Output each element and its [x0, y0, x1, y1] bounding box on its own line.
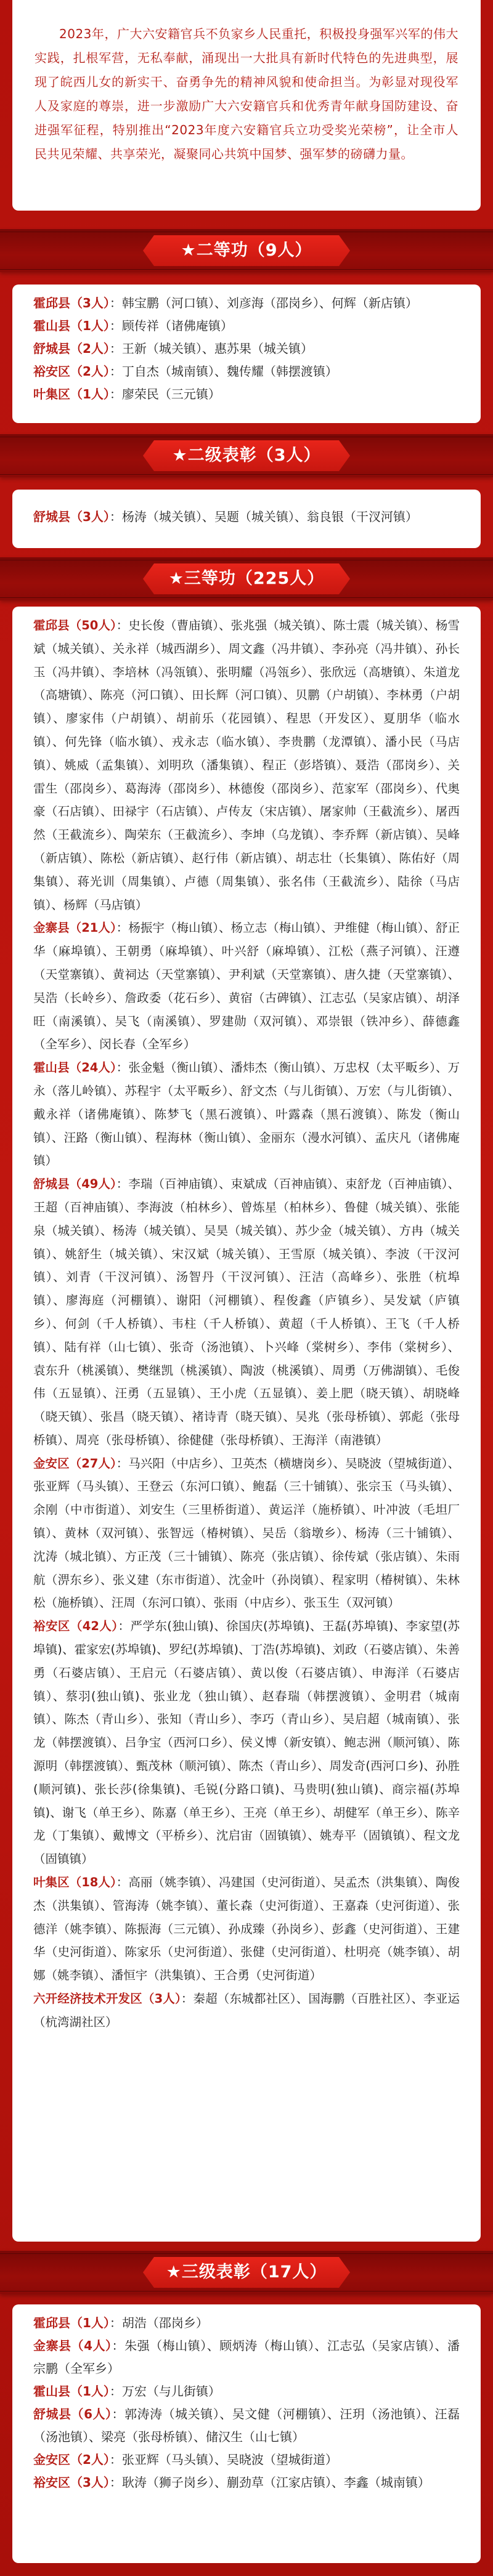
- list-item: 舒城县（49人）：李瑞（百神庙镇）、束斌成（百神庙镇）、束舒龙（百神庙镇）、王超（百神庙镇）、李海波（柏林乡）、曾炼星（柏林乡）、鲁健（城关镇）、张能泉（城关镇）、杨涛（城关镇）、吴昊（城关镇）、苏少金（城关镇）、方冉（城关镇）、姚舒生（城关镇）、宋汉斌（城关镇）、王雪原（城关镇）、李波（干汊河镇）、刘青（干汊河镇）、汤智丹（干汊河镇）、汪洁（高峰乡）、张胜（杭埠镇）、廖海庭（河棚镇）、谢阳（河棚镇）、程俊鑫（庐镇乡）、吴发斌（庐镇乡）、何剑（千人桥镇）、韦柱（千人桥镇）、黄超（千人桥镇）、王飞（千人桥镇）、陆有祥（山七镇）、张奇（汤池镇）、卜兴峰（棠树乡）、李伟（棠树乡）、袁东升（桃溪镇）、樊继凯（桃溪镇）、陶波（桃溪镇）、周勇（万佛湖镇）、毛俊伟（五显镇）、汪勇（五显镇）、王小虎（五显镇）、姜上肥（晓天镇）、胡晓峰（晓天镇）、张昌（晓天镇）、褚诗青（晓天镇）、吴兆（张母桥镇）、郭彪（张母桥镇）、周亮（张母桥镇）、徐健健（张母桥镇）、王海洋（南港镇）: [33, 1177, 460, 1447]
- county-label: 叶集区（1人）: [33, 387, 110, 402]
- names-list: 张金魁（衡山镇）、潘炜杰（衡山镇）、万忠权（太平畈乡）、万永（落儿岭镇）、苏程宇（太平畈乡）、舒文杰（与儿街镇）、万宏（与儿街镇）、戴永祥（诸佛庵镇）、陈梦飞（黑石渡镇）、叶露森（黑石渡镇）、陈发（衡山镇）、汪路（衡山镇）、程海林（衡山镇）、金丽东（漫水河镇）、孟庆凡（诸佛庵镇）: [33, 1060, 460, 1168]
- names-list: 廖荣民（三元镇）: [121, 387, 221, 402]
- names-list: 丁自杰（城南镇）、魏传耀（韩摆渡镇）: [121, 364, 338, 379]
- section-header-second-class-merit: [0, 229, 493, 272]
- section-card-second-class-commendation: [12, 490, 481, 548]
- county-label: 霍邱县（3人）: [33, 296, 110, 310]
- county-label: 舒城县（3人）: [33, 509, 110, 524]
- list-item: 叶集区（18人）：高丽（姚李镇）、冯建国（史河街道）、吴孟杰（洪集镇）、陶俊杰（洪集镇）、管海涛（姚李镇）、董长森（史河街道）、王嘉森（史河街道）、张德洋（姚李镇）、陈振海（三元镇）、孙成臻（孙岗乡）、彭鑫（史河街道）、王建华（史河街道）、陈家乐（史河街道）、张健（史河街道）、杜明亮（姚李镇）、胡娜（姚李镇）、潘恒宇（洪集镇）、王合勇（史河街道）: [33, 1875, 460, 1983]
- list-item: 舒城县（3人）：杨涛（城关镇）、吴题（城关镇）、翁良银（干汊河镇）: [33, 509, 418, 524]
- county-label: 裕安区（42人）: [33, 1619, 118, 1634]
- names-list: 李瑞（百神庙镇）、束斌成（百神庙镇）、束舒龙（百神庙镇）、王超（百神庙镇）、李海波（柏林乡）、曾炼星（柏林乡）、鲁健（城关镇）、张能泉（城关镇）、杨涛（城关镇）、吴昊（城关镇）、苏少金（城关镇）、方冉（城关镇）、姚舒生（城关镇）、宋汉斌（城关镇）、王雪原（城关镇）、李波（干汊河镇）、刘青（干汊河镇）、汤智丹（干汊河镇）、汪洁（高峰乡）、张胜（杭埠镇）、廖海庭（河棚镇）、谢阳（河棚镇）、程俊鑫（庐镇乡）、吴发斌（庐镇乡）、何剑（千人桥镇）、韦柱（千人桥镇）、黄超（千人桥镇）、王飞（千人桥镇）、陆有祥（山七镇）、张奇（汤池镇）、卜兴峰（棠树乡）、李伟（棠树乡）、袁东升（桃溪镇）、樊继凯（桃溪镇）、陶波（桃溪镇）、周勇（万佛湖镇）、毛俊伟（五显镇）、汪勇（五显镇）、王小虎（五显镇）、姜上肥（晓天镇）、胡晓峰（晓天镇）、张昌（晓天镇）、褚诗青（晓天镇）、吴兆（张母桥镇）、郭彪（张母桥镇）、周亮（张母桥镇）、徐健健（张母桥镇）、王海洋（南港镇）: [33, 1177, 460, 1447]
- county-label: 霍山县（24人）: [33, 1060, 116, 1075]
- names-list: 马兴阳（中店乡）、卫英杰（横塘岗乡）、吴晓波（望城街道）、张亚辉（马头镇）、王登云（东河口镇）、鲍磊（三十铺镇）、张宗玉（马头镇）、余刚（中市街道）、刘安生（三里桥街道）、黄运洋（施桥镇）、叶冲波（毛坦厂镇）、黄林（双河镇）、张智远（椿树镇）、吴岳（翁墩乡）、杨涛（三十铺镇）、沈涛（城北镇）、方正茂（三十铺镇）、陈亮（张店镇）、徐传斌（张店镇）、朱雨航（淠东乡）、张义建（东市街道）、沈金叶（孙岗镇）、程家明（椿树镇）、朱林松（施桥镇）、汪周（东河口镇）、张雨（中店乡）、张玉生（双河镇）: [33, 1456, 460, 1610]
- names-list: 高丽（姚李镇）、冯建国（史河街道）、吴孟杰（洪集镇）、陶俊杰（洪集镇）、管海涛（姚李镇）、董长森（史河街道）、王嘉森（史河街道）、张德洋（姚李镇）、陈振海（三元镇）、孙成臻（孙岗乡）、彭鑫（史河街道）、王建华（史河街道）、陈家乐（史河街道）、张健（史河街道）、杜明亮（姚李镇）、胡娜（姚李镇）、潘恒宇（洪集镇）、王合勇（史河街道）: [33, 1875, 460, 1983]
- list-item: 裕安区（3人）：耿涛（狮子岗乡）、蒯劲草（江家店镇）、李鑫（城南镇）: [33, 2475, 430, 2490]
- list-item: 金安区（2人）：张亚辉（马头镇）、吴晓波（望城街道）: [33, 2452, 338, 2467]
- names-list: 史长俊（曹庙镇）、张兆强（城关镇）、陈士震（城关镇）、杨雪斌（城关镇）、关永祥（城西湖乡）、周文鑫（冯井镇）、李孙亮（冯井镇）、孙长玉（冯井镇）、李培林（冯瓴镇）、张明耀（冯瓴乡）、张欣远（高塘镇）、朱道龙（高塘镇）、陈亮（河口镇）、田长辉（河口镇）、贝鹏（户胡镇）、李林勇（户胡镇）、廖家伟（户胡镇）、胡前乐（花园镇）、程思（开发区）、夏朋华（临水镇）、何先锋（临水镇）、戎永志（临水镇）、李贵鹏（龙潭镇）、潘小民（马店镇）、姚威（孟集镇）、刘明玖（潘集镇）、程正（彭塔镇）、聂浩（邵岗乡）、关雷生（邵岗乡）、葛海涛（邵岗乡）、林德俊（邵岗乡）、范家军（邵岗乡）、代奥豪（石店镇）、田禄宇（石店镇）、卢传友（宋店镇）、屠家帅（王截流乡）、屠西然（王截流乡）、陶荣东（王截流乡）、李坤（乌龙镇）、李乔辉（新店镇）、吴峰（新店镇）、陈松（新店镇）、赵行伟（新店镇）、胡志壮（长集镇）、陈佑好（周集镇）、蒋光训（周集镇）、卢德（周集镇）、张名伟（王截流乡）、陆徐（马店镇）、杨辉（马店镇）: [33, 618, 460, 912]
- list-item: 六开经济技术开发区（3人）：秦超（东城都社区）、国海鹏（百胜社区）、李亚运（杭湾湖社区）: [33, 1992, 460, 2029]
- list-item: 霍邱县（50人）：史长俊（曹庙镇）、张兆强（城关镇）、陈士震（城关镇）、杨雪斌（城关镇）、关永祥（城西湖乡）、周文鑫（冯井镇）、李孙亮（冯井镇）、孙长玉（冯井镇）、李培林（冯瓴镇）、张明耀（冯瓴乡）、张欣远（高塘镇）、朱道龙（高塘镇）、陈亮（河口镇）、田长辉（河口镇）、贝鹏（户胡镇）、李林勇（户胡镇）、廖家伟（户胡镇）、胡前乐（花园镇）、程思（开发区）、夏朋华（临水镇）、何先锋（临水镇）、戎永志（临水镇）、李贵鹏（龙潭镇）、潘小民（马店镇）、姚威（孟集镇）、刘明玖（潘集镇）、程正（彭塔镇）、聂浩（邵岗乡）、关雷生（邵岗乡）、葛海涛（邵岗乡）、林德俊（邵岗乡）、范家军（邵岗乡）、代奥豪（石店镇）、田禄宇（石店镇）、卢传友（宋店镇）、屠家帅（王截流乡）、屠西然（王截流乡）、陶荣东（王截流乡）、李坤（乌龙镇）、李乔辉（新店镇）、吴峰（新店镇）、陈松（新店镇）、赵行伟（新店镇）、胡志壮（长集镇）、陈佑好（周集镇）、蒋光训（周集镇）、卢德（周集镇）、张名伟（王截流乡）、陆徐（马店镇）、杨辉（马店镇）: [33, 618, 460, 912]
- county-label: 金寨县（21人）: [33, 921, 116, 935]
- section-header-second-class-commendation: [0, 434, 493, 477]
- county-label: 裕安区（2人）: [33, 364, 110, 379]
- names-list: 严学东(独山镇)、徐国庆(苏埠镇)、王磊(苏埠镇)、李家望(苏埠镇)、霍家宏(苏埠镇)、罗纪(苏埠镇)、丁浩(苏埠镇)、刘政（石婆店镇）、朱善勇（石婆店镇）、王启元（石婆店镇）、黄以俊（石婆店镇）、申海洋（石婆店镇）、蔡羽(独山镇)、张业龙（独山镇）、赵春瑞（韩摆渡镇）、金明君（城南镇）、陈杰（青山乡）、张知（青山乡）、李巧（青山乡）、吴启超（城南镇）、张龙（韩摆渡镇）、吕争宝（西河口乡）、侯义博（新安镇）、鲍志洲（顺河镇）、陈源明（韩摆渡镇）、甄茂林（顺河镇）、陈杰（青山乡）、周发奇(西河口乡)、孙胜(顺河镇)、张长莎(徐集镇)、毛锐(分路口镇)、马贵明(独山镇)、商宗福(苏埠镇)、谢飞（单王乡）、陈嘉（单王乡）、王亮（单王乡）、胡健军（单王乡）、陈辛龙（丁集镇）、戴博文（平桥乡）、沈启宙（固镇镇）、姚寿平（固镇镇）、程文龙（固镇镇）: [33, 1619, 460, 1867]
- section-card-second-class-merit: [12, 285, 481, 423]
- intro-paragraph: 2023年，广大六安籍官兵不负家乡人民重托，积极投身强军兴军的伟大实践，扎根军营，无私奉献，涌现出一大批具有新时代特色的先进典型，展现了皖西儿女的新实干、奋勇争先的精神风貌和使命担当。为彰显对现役军人及家庭的尊崇，进一步激励广大六安籍官兵和优秀青年献身国防建设、奋进强军征程，特别推出“2023年度六安籍官兵立功受奖光荣榜”，让全市人民共见荣耀、共享荣光，凝聚同心共筑中国梦、强军梦的磅礴力量。: [35, 26, 458, 161]
- names-list: 郭涛涛（城关镇）、吴文健（河棚镇）、汪玥（汤池镇）、汪磊（汤池镇）、梁亮（张母桥镇）、储汉生（山七镇）: [33, 2407, 460, 2444]
- section-title: ★二级表彰（3人）: [172, 446, 321, 465]
- section-title: ★三级表彰（17人）: [166, 2263, 327, 2282]
- names-list: 顾传祥（诸佛庵镇）: [121, 318, 233, 333]
- county-label: 霍山县（1人）: [33, 2384, 110, 2399]
- names-list: 朱强（梅山镇）、顾炳涛（梅山镇）、江志弘（吴家店镇）、潘宗鹏（全军乡）: [33, 2338, 460, 2376]
- section-card-third-class-commendation: [12, 2304, 481, 2563]
- list-item: 叶集区（1人）：廖荣民（三元镇）: [33, 387, 221, 402]
- section-title: ★二等功（9人）: [181, 241, 312, 260]
- list-item: 霍邱县（1人）：胡浩（邵岗乡）: [33, 2316, 208, 2330]
- list-item: 金安区（27人）：马兴阳（中店乡）、卫英杰（横塘岗乡）、吴晓波（望城街道）、张亚辉（马头镇）、王登云（东河口镇）、鲍磊（三十铺镇）、张宗玉（马头镇）、余刚（中市街道）、刘安生（三里桥街道）、黄运洋（施桥镇）、叶冲波（毛坦厂镇）、黄林（双河镇）、张智远（椿树镇）、吴岳（翁墩乡）、杨涛（三十铺镇）、沈涛（城北镇）、方正茂（三十铺镇）、陈亮（张店镇）、徐传斌（张店镇）、朱雨航（淠东乡）、张义建（东市街道）、沈金叶（孙岗镇）、程家明（椿树镇）、朱林松（施桥镇）、汪周（东河口镇）、张雨（中店乡）、张玉生（双河镇）: [33, 1456, 460, 1610]
- county-label: 霍山县（1人）: [33, 318, 110, 333]
- list-item: 霍山县（24人）：张金魁（衡山镇）、潘炜杰（衡山镇）、万忠权（太平畈乡）、万永（落儿岭镇）、苏程宇（太平畈乡）、舒文杰（与儿街镇）、万宏（与儿街镇）、戴永祥（诸佛庵镇）、陈梦飞（黑石渡镇）、叶露森（黑石渡镇）、陈发（衡山镇）、汪路（衡山镇）、程海林（衡山镇）、金丽东（漫水河镇）、孟庆凡（诸佛庵镇）: [33, 1060, 460, 1168]
- section-card-third-class-merit: [12, 607, 481, 2242]
- names-list: 王新（城关镇）、惠苏果（城关镇）: [121, 341, 313, 356]
- list-item: 舒城县（6人）：郭涛涛（城关镇）、吴文健（河棚镇）、汪玥（汤池镇）、汪磊（汤池镇）、梁亮（张母桥镇）、储汉生（山七镇）: [33, 2407, 460, 2444]
- county-label: 霍邱县（50人）: [33, 618, 116, 632]
- section-title: ★三等功（225人）: [168, 569, 325, 588]
- names-list: 万宏（与儿街镇）: [121, 2384, 221, 2399]
- county-label: 舒城县（49人）: [33, 1177, 116, 1192]
- county-label: 舒城县（6人）: [33, 2407, 112, 2421]
- county-label: 金安区（27人）: [33, 1456, 116, 1471]
- list-item: 霍山县（1人）：顾传祥（诸佛庵镇）: [33, 318, 233, 333]
- list-item: 舒城县（2人）：王新（城关镇）、惠苏果（城关镇）: [33, 341, 313, 356]
- intro-card: [12, 0, 481, 211]
- county-label: 霍邱县（1人）: [33, 2316, 110, 2330]
- county-label: 裕安区（3人）: [33, 2475, 110, 2490]
- names-list: 韩宝鹏（河口镇）、刘彦海（邵岗乡）、何辉（新店镇）: [121, 296, 418, 310]
- names-list: 耿涛（狮子岗乡）、蒯劲草（江家店镇）、李鑫（城南镇）: [121, 2475, 430, 2490]
- list-item: 金寨县（21人）：杨振宇（梅山镇）、杨立志（梅山镇）、尹维健（梅山镇）、舒正华（麻埠镇）、王朝勇（麻埠镇）、叶兴舒（麻埠镇）、江松（燕子河镇）、汪遵（天堂寨镇）、黄祠达（天堂寨镇）、尹利斌（天堂寨镇）、唐久捷（天堂寨镇）、吴浩（长岭乡）、詹政委（花石乡）、黄宿（古碑镇）、江志弘（吴家店镇）、胡泽旺（南溪镇）、吴飞（南溪镇）、罗建勋（双河镇）、邓崇银（铁冲乡）、薛德鑫（全军乡）、闵长春（全军乡）: [33, 921, 460, 1052]
- county-label: 金寨县（4人）: [33, 2338, 112, 2353]
- list-item: 裕安区（42人）：严学东(独山镇)、徐国庆(苏埠镇)、王磊(苏埠镇)、李家望(苏埠镇)、霍家宏(苏埠镇)、罗纪(苏埠镇)、丁浩(苏埠镇)、刘政（石婆店镇）、朱善勇（石婆店镇）、王启元（石婆店镇）、黄以俊（石婆店镇）、申海洋（石婆店镇）、蔡羽(独山镇)、张业龙（独山镇）、赵春瑞（韩摆渡镇）、金明君（城南镇）、陈杰（青山乡）、张知（青山乡）、李巧（青山乡）、吴启超（城南镇）、张龙（韩摆渡镇）、吕争宝（西河口乡）、侯义博（新安镇）、鲍志洲（顺河镇）、陈源明（韩摆渡镇）、甄茂林（顺河镇）、陈杰（青山乡）、周发奇(西河口乡)、孙胜(顺河镇)、张长莎(徐集镇)、毛锐(分路口镇)、马贵明(独山镇)、商宗福(苏埠镇)、谢飞（单王乡）、陈嘉（单王乡）、王亮（单王乡）、胡健军（单王乡）、陈辛龙（丁集镇）、戴博文（平桥乡）、沈启宙（固镇镇）、姚寿平（固镇镇）、程文龙（固镇镇）: [33, 1619, 460, 1867]
- names-list: 胡浩（邵岗乡）: [121, 2316, 208, 2330]
- list-item: 裕安区（2人）：丁自杰（城南镇）、魏传耀（韩摆渡镇）: [33, 364, 338, 379]
- county-label: 六开经济技术开发区（3人）: [33, 1992, 181, 2006]
- names-list: 张亚辉（马头镇）、吴晓波（望城街道）: [121, 2452, 338, 2467]
- county-label: 叶集区（18人）: [33, 1875, 116, 1890]
- section-header-third-class-merit: [0, 557, 493, 600]
- section-header-third-class-commendation: [0, 2251, 493, 2294]
- county-label: 舒城县（2人）: [33, 341, 110, 356]
- list-item: 霍邱县（3人）：韩宝鹏（河口镇）、刘彦海（邵岗乡）、何辉（新店镇）: [33, 296, 418, 310]
- names-list: 杨涛（城关镇）、吴题（城关镇）、翁良银（干汊河镇）: [121, 509, 418, 524]
- county-label: 金安区（2人）: [33, 2452, 110, 2467]
- list-item: 金寨县（4人）：朱强（梅山镇）、顾炳涛（梅山镇）、江志弘（吴家店镇）、潘宗鹏（全军乡）: [33, 2338, 460, 2376]
- names-list: 秦超（东城都社区）、国海鹏（百胜社区）、李亚运（杭湾湖社区）: [33, 1992, 460, 2029]
- names-list: 杨振宇（梅山镇）、杨立志（梅山镇）、尹维健（梅山镇）、舒正华（麻埠镇）、王朝勇（麻埠镇）、叶兴舒（麻埠镇）、江松（燕子河镇）、汪遵（天堂寨镇）、黄祠达（天堂寨镇）、尹利斌（天堂寨镇）、唐久捷（天堂寨镇）、吴浩（长岭乡）、詹政委（花石乡）、黄宿（古碑镇）、江志弘（吴家店镇）、胡泽旺（南溪镇）、吴飞（南溪镇）、罗建勋（双河镇）、邓崇银（铁冲乡）、薛德鑫（全军乡）、闵长春（全军乡）: [33, 921, 460, 1052]
- list-item: 霍山县（1人）：万宏（与儿街镇）: [33, 2384, 221, 2399]
